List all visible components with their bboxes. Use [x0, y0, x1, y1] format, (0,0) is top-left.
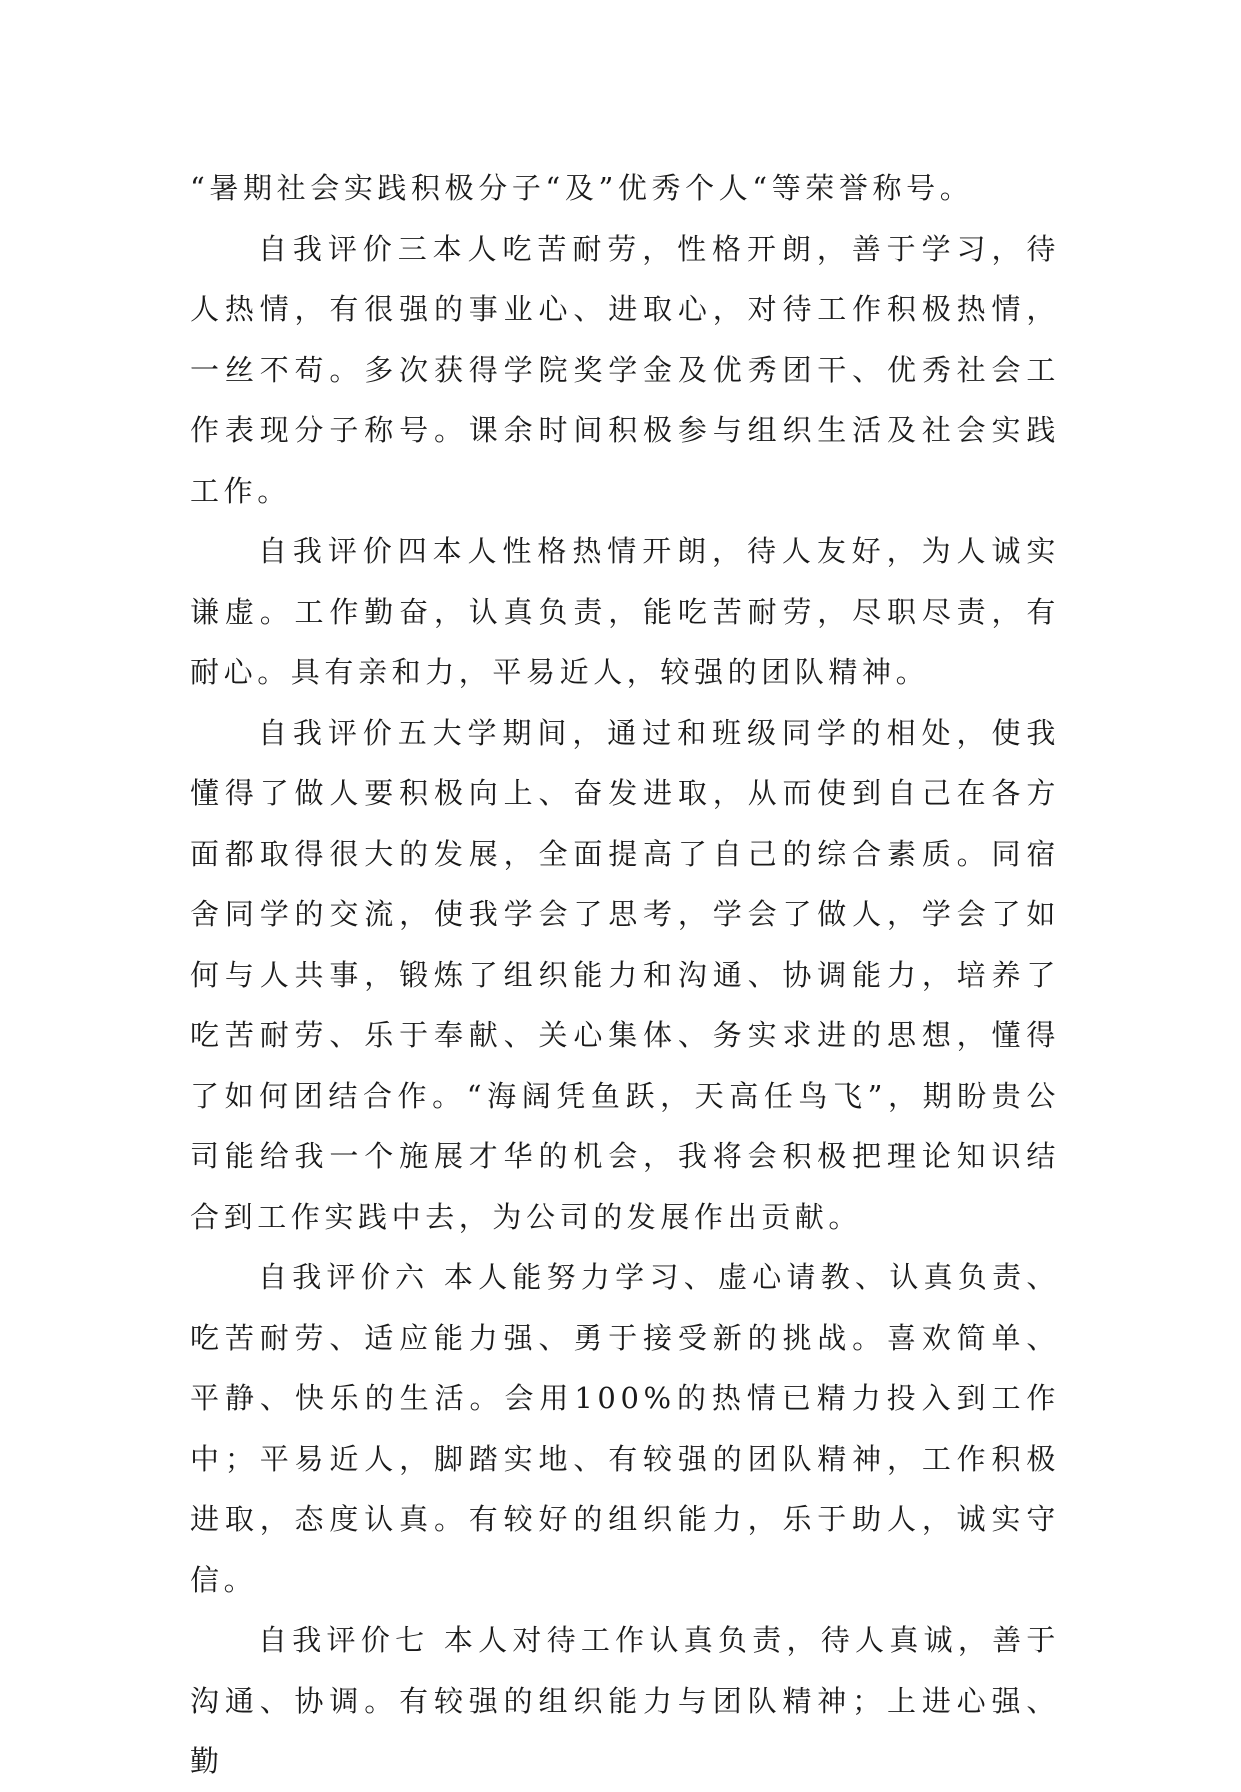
paragraph-self-evaluation-3: 自我评价三本人吃苦耐劳，性格开朗，善于学习，待人热情，有很强的事业心、进取心，对待工作积极热情，一丝不苟。多次获得学院奖学金及优秀团干、优秀社会工作表现分子称号。课余时间积极参与组织生活及社会实践工作。	[190, 231, 1060, 508]
paragraph-self-evaluation-4: 自我评价四本人性格热情开朗，待人友好，为人诚实谦虚。工作勤奋，认真负责，能吃苦耐劳，尽职尽责，有耐心。具有亲和力，平易近人，较强的团队精神。	[190, 534, 1060, 689]
paragraph-honors-continued: “暑期社会实践积极分子“及”优秀个人“等荣誉称号。	[190, 171, 974, 205]
document-body	[190, 158, 1060, 1792]
paragraph-self-evaluation-7: 自我评价七 本人对待工作认真负责，待人真诚，善于沟通、协调。有较强的组织能力与团队精神；上进心强、勤	[190, 1623, 1060, 1778]
paragraph-self-evaluation-6: 自我评价六 本人能努力学习、虚心请教、认真负责、吃苦耐劳、适应能力强、勇于接受新的挑战。喜欢简单、平静、快乐的生活。会用100%的热情已精力投入到工作中；平易近人，脚踏实地、有较强的团队精神，工作积极进取，态度认真。有较好的组织能力，乐于助人，诚实守信。	[190, 1260, 1060, 1597]
paragraph-self-evaluation-5: 自我评价五大学期间，通过和班级同学的相处，使我懂得了做人要积极向上、奋发进取，从而使到自己在各方面都取得很大的发展，全面提高了自己的综合素质。同宿舍同学的交流，使我学会了思考，学会了做人，学会了如何与人共事，锻炼了组织能力和沟通、协调能力，培养了吃苦耐劳、乐于奉献、关心集体、务实求进的思想，懂得了如何团结合作。“海阔凭鱼跃，天高任鸟飞”，期盼贵公司能给我一个施展才华的机会，我将会积极把理论知识结合到工作实践中去，为公司的发展作出贡献。	[190, 715, 1060, 1234]
